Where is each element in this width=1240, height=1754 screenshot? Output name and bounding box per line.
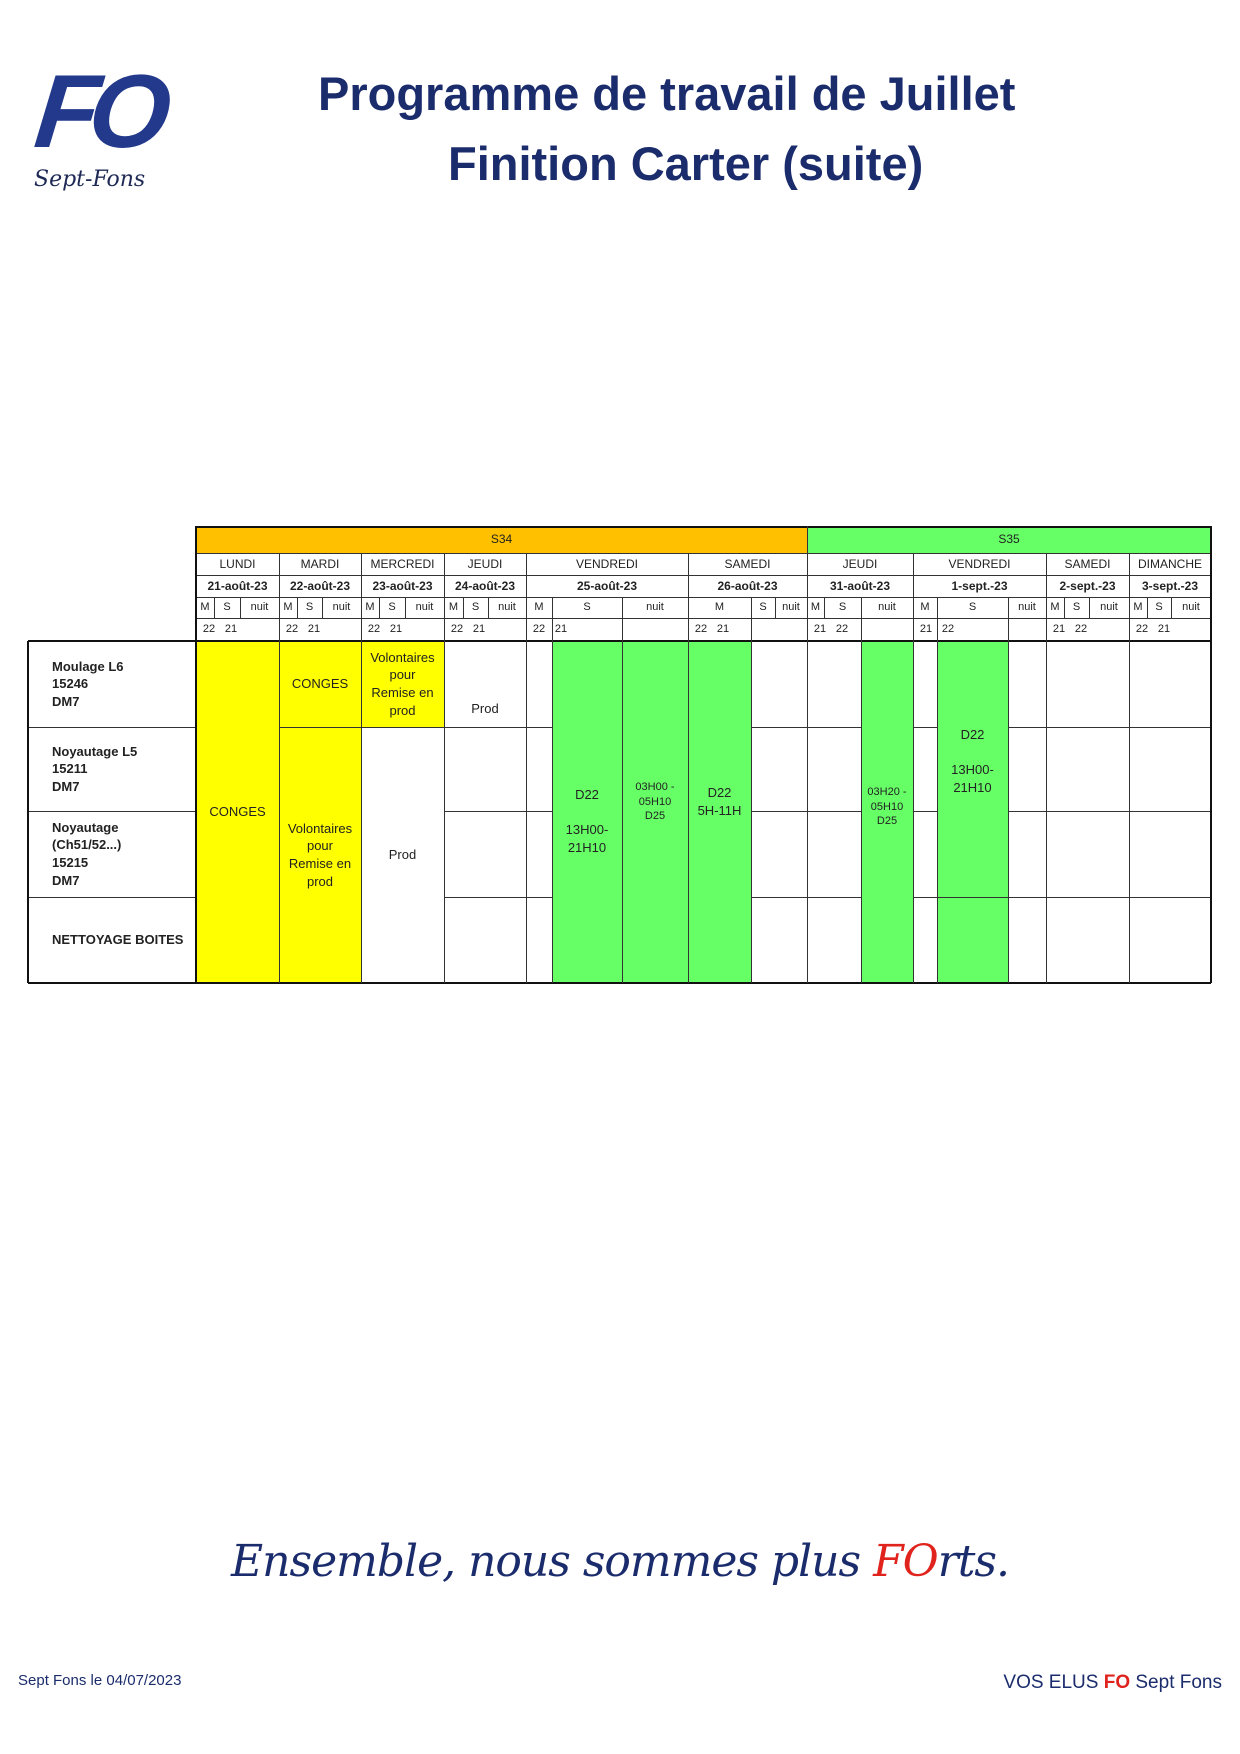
row-separator	[444, 897, 526, 898]
day-name: MERCREDI	[370, 556, 435, 571]
day-date: 23-août-23	[372, 578, 433, 593]
grid-hline	[196, 618, 1211, 619]
week-label-s35: S35	[998, 532, 1020, 547]
row-separator	[526, 727, 552, 728]
day-date: 22-août-23	[289, 578, 351, 593]
shift-label: nuit	[415, 601, 434, 614]
shift-label: M	[534, 601, 544, 614]
row-separator	[1008, 897, 1046, 898]
shift-count: 22	[694, 623, 708, 636]
day-date: 21-août-23	[207, 578, 268, 593]
row-separator	[28, 727, 196, 728]
grid-vline	[279, 553, 280, 983]
shift-label: M	[1133, 601, 1143, 614]
row-separator	[526, 897, 552, 898]
day-date: 31-août-23	[829, 578, 891, 593]
row-separator	[913, 897, 937, 898]
day-name: MARDI	[300, 556, 340, 571]
cell-mercredi-prod: Prod	[388, 847, 417, 863]
day-name: VENDREDI	[948, 556, 1011, 571]
shift-divider	[214, 597, 215, 618]
row-separator	[1046, 811, 1129, 812]
cell-mardi-conges: CONGES	[291, 676, 349, 692]
grid-bottom-border	[28, 982, 1211, 984]
row-separator	[913, 811, 937, 812]
row-separator	[1046, 897, 1129, 898]
shift-divider	[488, 597, 489, 618]
row-separator	[807, 727, 861, 728]
cell-vendredi2-s: D22 13H00- 21H10	[951, 726, 994, 795]
row-separator	[751, 897, 807, 898]
grid-header-bottom	[28, 640, 1211, 642]
shift-divider	[463, 597, 464, 618]
shift-label: nuit	[878, 601, 896, 614]
day-name: SAMEDI	[724, 556, 771, 571]
row-separator	[1008, 727, 1046, 728]
grid-vline	[1008, 597, 1009, 983]
grid-vline	[444, 553, 445, 983]
shift-divider	[379, 597, 380, 618]
day-name: JEUDI	[842, 556, 878, 571]
shift-label: S	[838, 601, 847, 614]
grid-vline	[913, 553, 914, 983]
slogan	[0, 1536, 1240, 1587]
shift-label: nuit	[250, 601, 269, 614]
shift-label: M	[448, 601, 459, 614]
day-name: LUNDI	[219, 556, 256, 571]
row-separator	[1129, 897, 1211, 898]
shift-count: 22	[532, 623, 546, 636]
grid-vline	[807, 526, 808, 983]
shift-count: 22	[202, 623, 216, 636]
row-separator	[751, 811, 807, 812]
shift-divider	[405, 597, 406, 618]
shift-count: 21	[554, 623, 568, 636]
shift-label: S	[583, 601, 591, 614]
row-separator	[526, 811, 552, 812]
row-separator	[28, 897, 196, 898]
grid-left-border	[27, 641, 29, 983]
day-name: VENDREDI	[575, 556, 638, 571]
day-date: 25-août-23	[576, 578, 638, 593]
cell-mardi-volontaires: Volontaires pour Remise en prod	[287, 820, 353, 889]
row-separator	[1008, 811, 1046, 812]
grid-vline	[861, 597, 862, 983]
shift-count: 21	[1052, 623, 1066, 636]
shift-label: nuit	[498, 601, 516, 614]
cell-jeudi-prod: Prod	[471, 701, 499, 717]
shift-label: nuit	[646, 601, 664, 614]
shift-label: M	[714, 601, 725, 614]
shift-count: 21	[472, 623, 486, 636]
grid-vline	[622, 597, 623, 983]
grid-vline	[751, 597, 752, 983]
week-label-s34: S34	[490, 532, 513, 547]
shift-count: 21	[1157, 623, 1171, 636]
page-title: Programme de travail de Juillet	[318, 67, 1016, 120]
shift-count: 21	[813, 623, 827, 636]
shift-label: nuit	[1100, 601, 1118, 614]
footer-signature-start: VOS ELUS	[1003, 1672, 1104, 1693]
shift-divider	[240, 597, 241, 618]
cell-mercredi-volontaires: Volontaires pour Remise en prod	[370, 649, 435, 718]
shift-label: S	[1072, 601, 1081, 614]
shift-label: S	[223, 601, 231, 614]
row-separator	[1129, 727, 1211, 728]
shift-label: nuit	[782, 601, 800, 614]
grid-hline	[196, 575, 1211, 576]
grid-vline	[526, 553, 527, 983]
row-separator	[444, 811, 526, 812]
grid-hline	[196, 597, 1211, 598]
footer-signature-fo: FO	[1103, 1672, 1131, 1693]
logo-subtitle: Sept-Fons	[34, 167, 146, 192]
row-separator	[913, 727, 937, 728]
row-label: Moulage L6 15246 DM7	[52, 658, 124, 709]
row-separator	[937, 897, 1008, 898]
vendredi2-s-fill	[937, 641, 1008, 983]
grid-vline	[552, 597, 553, 983]
row-separator	[361, 727, 444, 728]
shift-count: 22	[450, 623, 464, 636]
row-label: Noyautage (Ch51/52...) 15215 DM7	[52, 819, 122, 888]
row-separator	[751, 727, 807, 728]
day-name: JEUDI	[467, 556, 503, 571]
shift-divider	[322, 597, 323, 618]
shift-count: 22	[1135, 623, 1149, 636]
shift-label: S	[388, 601, 396, 614]
row-separator	[807, 811, 861, 812]
shift-divider	[1147, 597, 1148, 618]
grid-vline	[1129, 553, 1130, 983]
shift-label: M	[810, 601, 821, 614]
shift-label: S	[1155, 601, 1163, 614]
shift-label: M	[365, 601, 375, 614]
row-separator	[807, 897, 861, 898]
shift-label: S	[471, 601, 480, 614]
logo-fo-text: FO	[29, 54, 167, 170]
shift-count: 21	[389, 623, 403, 636]
row-separator	[279, 727, 361, 728]
page-subtitle: Finition Carter (suite)	[448, 137, 924, 190]
shift-label: nuit	[1018, 601, 1036, 614]
cell-samedi-m: D22 5H-11H	[697, 785, 742, 818]
cell-lundi-conges: CONGES	[209, 804, 266, 820]
shift-count: 21	[307, 623, 321, 636]
row-label: NETTOYAGE BOITES	[52, 932, 184, 948]
shift-divider	[1171, 597, 1172, 618]
shift-label: M	[283, 601, 293, 614]
cell-vendredi-s: D22 13H00- 21H10	[565, 786, 609, 855]
shift-count: 22	[941, 623, 955, 636]
day-date: 26-août-23	[717, 578, 778, 593]
shift-divider	[775, 597, 776, 618]
shift-label: nuit	[332, 601, 351, 614]
shift-label: M	[1050, 601, 1060, 614]
row-separator	[444, 727, 526, 728]
row-label: Noyautage L5 15211 DM7	[52, 743, 138, 794]
day-name: SAMEDI	[1064, 556, 1111, 571]
shift-divider	[1064, 597, 1065, 618]
grid-vline	[1210, 526, 1212, 983]
footer-signature	[1003, 1672, 1222, 1694]
slogan-end: rts.	[937, 1536, 1009, 1587]
day-date: 24-août-23	[454, 578, 516, 593]
shift-label: S	[759, 601, 767, 614]
footer-date: Sept Fons le 04/07/2023	[18, 1672, 182, 1689]
footer-signature-end: Sept Fons	[1130, 1672, 1222, 1693]
grid-vline	[688, 553, 689, 983]
grid-top-border	[196, 526, 1211, 528]
row-separator	[1046, 727, 1129, 728]
shift-label: S	[305, 601, 314, 614]
shift-divider	[1089, 597, 1090, 618]
grid-vline	[361, 553, 362, 983]
day-date: 2-sept.-23	[1059, 578, 1116, 593]
day-name: DIMANCHE	[1137, 556, 1202, 571]
day-date: 1-sept.-23	[951, 578, 1008, 593]
shift-label: nuit	[1182, 601, 1200, 614]
cell-jeudi2-nuit: 03H20 - 05H10 D25	[867, 785, 907, 828]
shift-label: S	[968, 601, 977, 614]
fo-logo	[29, 54, 167, 212]
slogan-text: Ensemble, nous sommes plus	[231, 1536, 874, 1587]
cell-vendredi-nuit: 03H00 - 05H10 D25	[635, 780, 675, 823]
shift-count: 22	[367, 623, 381, 636]
grid-vline	[937, 597, 938, 983]
shift-count: 21	[224, 623, 238, 636]
shift-count: 22	[1074, 623, 1088, 636]
grid-vline	[1046, 553, 1047, 983]
shift-count: 22	[285, 623, 299, 636]
shift-label: M	[920, 601, 930, 614]
day-date: 3-sept.-23	[1141, 578, 1199, 593]
shift-divider	[297, 597, 298, 618]
grid-vline	[195, 526, 197, 983]
shift-count: 22	[835, 623, 849, 636]
row-separator	[28, 811, 196, 812]
shift-label: M	[200, 601, 210, 614]
row-separator	[1129, 811, 1211, 812]
shift-divider	[824, 597, 825, 618]
shift-count: 21	[716, 623, 730, 636]
slogan-fo: FO	[873, 1536, 938, 1587]
grid-hline	[196, 553, 1211, 554]
shift-count: 21	[919, 623, 933, 636]
